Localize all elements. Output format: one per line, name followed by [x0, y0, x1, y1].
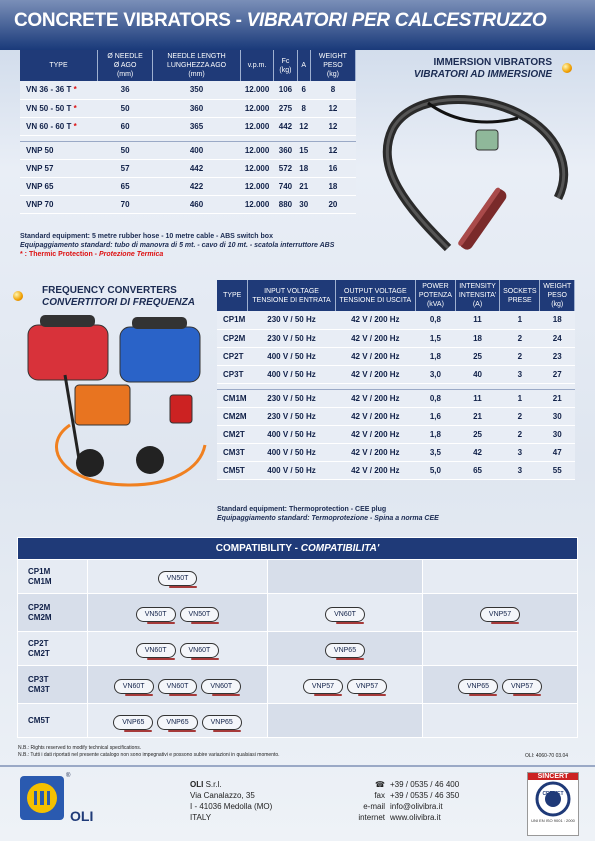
company-address: OLI S.r.l. Via Canalazzo, 35 I - 41036 Medolla (MO) ITALY [190, 780, 273, 822]
vibrators-cell: 16 [310, 159, 355, 177]
converters-cell: 23 [540, 347, 575, 365]
converters-cell: 400 V / 50 Hz [248, 461, 335, 479]
vibrator-pill: VN60T [201, 679, 241, 694]
converters-cell: 21 [540, 389, 575, 407]
vibrators-cell: VNP 70 [20, 195, 98, 213]
vibrators-table [20, 50, 356, 214]
converters-cell: 47 [540, 443, 575, 461]
converters-notes: Standard equipment: Thermoprotection - CEE plug Equipaggiamento standard: Termoprotezione - Spina a norma CEE [217, 506, 439, 522]
vibrators-cell: 15 [297, 141, 310, 159]
vibrators-cell: 18 [297, 159, 310, 177]
vibrator-pill: VN60T [158, 679, 198, 694]
vibrator-pill: VN60T [114, 679, 154, 694]
vibrators-row [20, 159, 356, 177]
email-link[interactable]: info@olivibra.it [390, 802, 443, 811]
bullet-icon [13, 291, 23, 301]
converters-cell: 30 [540, 407, 575, 425]
converters-cell: 11 [455, 389, 499, 407]
converters-col-header: INTENSITY INTENSITA' (A) [455, 280, 499, 311]
vibrators-cell: 350 [153, 81, 241, 99]
vibrators-cell: 21 [297, 177, 310, 195]
logo-text: OLI [70, 808, 94, 824]
converters-cell: 2 [500, 347, 540, 365]
converters-image [20, 315, 215, 500]
converters-cell: 42 V / 200 Hz [335, 425, 415, 443]
compatibility-row [18, 594, 578, 632]
frequency-heading: FREQUENCY CONVERTERS CONVERTITORI DI FREQUENZA [42, 285, 195, 308]
vibrators-cell: 12.000 [240, 159, 273, 177]
compatibility-cell [268, 704, 423, 738]
vibrator-pill: VN60T [325, 607, 365, 622]
page-title: CONCRETE VIBRATORS - VIBRATORI PER CALCESTRUZZO [14, 10, 547, 31]
converters-row [217, 311, 575, 329]
compatibility-cell [268, 594, 423, 632]
converters-cell: 55 [540, 461, 575, 479]
converters-cell: 42 V / 200 Hz [335, 389, 415, 407]
vibrators-cell: 70 [98, 195, 153, 213]
converters-cell: 0,8 [416, 311, 456, 329]
converters-cell: 1,8 [416, 347, 456, 365]
vibrators-row [20, 117, 356, 135]
vibrators-col-header: WEIGHT PESO (kg) [310, 50, 355, 81]
converters-cell: 11 [455, 311, 499, 329]
converters-col-header: SOCKETS PRESE [500, 280, 540, 311]
vibrators-cell: 12.000 [240, 141, 273, 159]
vibrator-pill: VN60T [136, 643, 176, 658]
converters-cell: 18 [540, 311, 575, 329]
converters-cell: CP2M [217, 329, 248, 347]
compatibility-cell [268, 666, 423, 704]
converters-cell: 0,8 [416, 389, 456, 407]
vibrators-cell: 50 [98, 99, 153, 117]
footer-divider [0, 765, 595, 767]
vibrators-cell: 106 [274, 81, 297, 99]
converters-cell: CP1M [217, 311, 248, 329]
converters-cell: 42 V / 200 Hz [335, 461, 415, 479]
vibrators-cell: 442 [153, 159, 241, 177]
converters-cell: 25 [455, 347, 499, 365]
vibrator-pill: VNP65 [202, 715, 242, 730]
registered-mark: ® [66, 773, 71, 779]
vibrators-cell: VN 60 - 60 T * [20, 117, 98, 135]
vibrators-col-header: A [297, 50, 310, 81]
certification-badge: SINCERT CERMET UNI EN ISO 9001 : 2000 [527, 772, 579, 836]
compatibility-row [18, 704, 578, 738]
website-link[interactable]: www.olivibra.it [390, 813, 441, 822]
vibrators-cell: 12 [310, 99, 355, 117]
converters-cell: 3 [500, 443, 540, 461]
converters-cell: 3 [500, 461, 540, 479]
vibrators-notes: Standard equipment: 5 metre rubber hose - 10 metre cable - ABS switch box Equipaggiamento standard: tubo di manovra di 5 mt. - cavo di 10 mt. - scatola interruttore ABS * : Thermic Protection - Protezione Termica [20, 233, 335, 258]
vibrators-cell: 360 [153, 99, 241, 117]
vibrator-pill: VN50T [158, 571, 198, 586]
vibrators-cell: 12.000 [240, 81, 273, 99]
vibrators-cell: 12.000 [240, 195, 273, 213]
vibrators-cell: 12 [310, 117, 355, 135]
vibrator-pill: VNP57 [480, 607, 520, 622]
converters-cell: 400 V / 50 Hz [248, 425, 335, 443]
vibrators-cell: 20 [310, 195, 355, 213]
compatibility-cell [423, 594, 578, 632]
converters-cell: 42 V / 200 Hz [335, 311, 415, 329]
bullet-icon [562, 63, 572, 73]
converters-cell: 1,6 [416, 407, 456, 425]
compatibility-heading: COMPATIBILITY - COMPATIBILITA' [18, 538, 578, 560]
vibrators-cell: 12.000 [240, 99, 273, 117]
immersion-heading: IMMERSION VIBRATORS VIBRATORI AD IMMERSIONE [413, 57, 552, 80]
vibrators-cell: 30 [297, 195, 310, 213]
converters-col-header: TYPE [217, 280, 248, 311]
vibrators-cell: 18 [310, 177, 355, 195]
converters-cell: 1,5 [416, 329, 456, 347]
compatibility-table [17, 537, 578, 738]
converters-cell: 21 [455, 407, 499, 425]
converters-cell: 42 V / 200 Hz [335, 407, 415, 425]
contact-values: +39 / 0535 / 46 400 +39 / 0535 / 46 350 info@olivibra.it www.olivibra.it [390, 780, 460, 822]
converters-cell: CM2M [217, 407, 248, 425]
vibrators-cell: 460 [153, 195, 241, 213]
compatibility-converter-label: CP3T CM3T [18, 666, 88, 704]
vibrators-row [20, 99, 356, 117]
vibrators-cell: 275 [274, 99, 297, 117]
converters-cell: 1,8 [416, 425, 456, 443]
converters-cell: 25 [455, 425, 499, 443]
converters-cell: CM3T [217, 443, 248, 461]
compatibility-row [18, 560, 578, 594]
converters-row [217, 425, 575, 443]
converters-cell: 3 [500, 365, 540, 383]
converters-row [217, 365, 575, 383]
compatibility-cell [423, 560, 578, 594]
vibrators-cell: VNP 57 [20, 159, 98, 177]
vibrators-row [20, 81, 356, 99]
vibrators-cell: 360 [274, 141, 297, 159]
converters-cell: 42 V / 200 Hz [335, 365, 415, 383]
compatibility-cell [423, 666, 578, 704]
converters-cell: 42 V / 200 Hz [335, 443, 415, 461]
compatibility-converter-label: CP2T CM2T [18, 632, 88, 666]
converters-cell: 18 [455, 329, 499, 347]
converters-cell: CP2T [217, 347, 248, 365]
converters-cell: 1 [500, 389, 540, 407]
catalog-code: OLI: 4060-70 03.04 [525, 753, 569, 759]
vibrators-cell: VN 50 - 50 T * [20, 99, 98, 117]
compatibility-cell [423, 632, 578, 666]
thermic-star: * [71, 121, 77, 131]
vibrators-cell: 8 [297, 99, 310, 117]
converters-cell: 5,0 [416, 461, 456, 479]
vibrator-pill: VN50T [136, 607, 176, 622]
vibrator-pill: VNP65 [325, 643, 365, 658]
footer-notes: N.B.: Rights reserved to modify technical specifications. N.B.: Tutti i dati riportati nel presente catalogo non sono impegnativi e possono subire variazioni in qualsiasi momento. [18, 745, 280, 758]
compatibility-cell [88, 632, 268, 666]
converters-cell: 2 [500, 329, 540, 347]
converters-row [217, 461, 575, 479]
compatibility-row [18, 632, 578, 666]
converters-cell: 230 V / 50 Hz [248, 407, 335, 425]
vibrators-row [20, 141, 356, 159]
vibrators-cell: 365 [153, 117, 241, 135]
converters-row [217, 389, 575, 407]
vibrators-col-header: NEEDLE LENGTH LUNGHEZZA AGO (mm) [153, 50, 241, 81]
vibrators-cell: 12 [297, 117, 310, 135]
converters-cell: 2 [500, 425, 540, 443]
vibrators-cell: 50 [98, 141, 153, 159]
converters-cell: 2 [500, 407, 540, 425]
converters-row [217, 329, 575, 347]
vibrators-cell: 12.000 [240, 177, 273, 195]
converters-col-header: POWER POTENZA (kVA) [416, 280, 456, 311]
vibrators-col-header: TYPE [20, 50, 98, 81]
converters-col-header: INPUT VOLTAGE TENSIONE DI ENTRATA [248, 280, 335, 311]
compatibility-row [18, 666, 578, 704]
converters-cell: 400 V / 50 Hz [248, 443, 335, 461]
converters-cell: 65 [455, 461, 499, 479]
converters-cell: 24 [540, 329, 575, 347]
converters-cell: 42 [455, 443, 499, 461]
vibrators-cell: 12 [310, 141, 355, 159]
compatibility-cell [88, 704, 268, 738]
converters-col-header: WEIGHT PESO (kg) [540, 280, 575, 311]
compatibility-cell [88, 594, 268, 632]
converters-cell: 230 V / 50 Hz [248, 329, 335, 347]
vibrators-cell: 57 [98, 159, 153, 177]
converters-row [217, 443, 575, 461]
compatibility-cell [268, 560, 423, 594]
converters-cell: 40 [455, 365, 499, 383]
converters-cell: 230 V / 50 Hz [248, 311, 335, 329]
vibrator-pill: VNP65 [458, 679, 498, 694]
converters-cell: 400 V / 50 Hz [248, 347, 335, 365]
converters-table [217, 280, 575, 480]
vibrator-pill: VN50T [180, 607, 220, 622]
converters-row [217, 347, 575, 365]
vibrators-cell: 422 [153, 177, 241, 195]
vibrators-cell: 65 [98, 177, 153, 195]
converters-col-header: OUTPUT VOLTAGE TENSIONE DI USCITA [335, 280, 415, 311]
thermic-star: * [71, 103, 77, 113]
vibrator-pill: VNP65 [157, 715, 197, 730]
compatibility-converter-label: CP2M CM2M [18, 594, 88, 632]
vibrators-cell: 6 [297, 81, 310, 99]
converters-cell: 3,0 [416, 365, 456, 383]
oli-logo-icon [20, 776, 64, 820]
vibrators-row [20, 195, 356, 213]
thermic-star: * [71, 85, 77, 95]
converters-cell: 1 [500, 311, 540, 329]
converters-cell: CM5T [217, 461, 248, 479]
converters-cell: 30 [540, 425, 575, 443]
vibrator-pill: VNP57 [502, 679, 542, 694]
vibrators-cell: VNP 65 [20, 177, 98, 195]
vibrators-cell: 400 [153, 141, 241, 159]
vibrators-cell: 740 [274, 177, 297, 195]
vibrators-cell: 12.000 [240, 117, 273, 135]
converters-cell: CM2T [217, 425, 248, 443]
compatibility-cell [268, 632, 423, 666]
vibrators-cell: 8 [310, 81, 355, 99]
vibrator-pill: VNP57 [347, 679, 387, 694]
converters-cell: CP3T [217, 365, 248, 383]
contact-labels: ☎ fax e-mail internet [358, 780, 385, 822]
vibrators-cell: 60 [98, 117, 153, 135]
compatibility-cell [423, 704, 578, 738]
converters-cell: 3,5 [416, 443, 456, 461]
vibrators-cell: VN 36 - 36 T * [20, 81, 98, 99]
converters-cell: 400 V / 50 Hz [248, 365, 335, 383]
converters-cell: 42 V / 200 Hz [335, 329, 415, 347]
vibrators-col-header: Ø NEEDLE Ø AGO (mm) [98, 50, 153, 81]
vibrators-cell: 572 [274, 159, 297, 177]
compatibility-cell [88, 666, 268, 704]
vibrator-pill: VNP57 [303, 679, 343, 694]
vibrators-cell: 442 [274, 117, 297, 135]
vibrators-col-header: v.p.m. [240, 50, 273, 81]
vibrator-pill: VNP65 [113, 715, 153, 730]
compatibility-converter-label: CM5T [18, 704, 88, 738]
vibrators-cell: VNP 50 [20, 141, 98, 159]
vibrators-row [20, 177, 356, 195]
vibrators-col-header: Fc (kg) [274, 50, 297, 81]
compatibility-cell [88, 560, 268, 594]
vibrators-cell: 36 [98, 81, 153, 99]
compatibility-converter-label: CP1M CM1M [18, 560, 88, 594]
converters-cell: 230 V / 50 Hz [248, 389, 335, 407]
converters-cell: 42 V / 200 Hz [335, 347, 415, 365]
converters-row [217, 407, 575, 425]
immersion-vibrator-image [368, 88, 583, 253]
converters-cell: 27 [540, 365, 575, 383]
converters-cell: CM1M [217, 389, 248, 407]
vibrators-cell: 880 [274, 195, 297, 213]
vibrator-pill: VN60T [180, 643, 220, 658]
